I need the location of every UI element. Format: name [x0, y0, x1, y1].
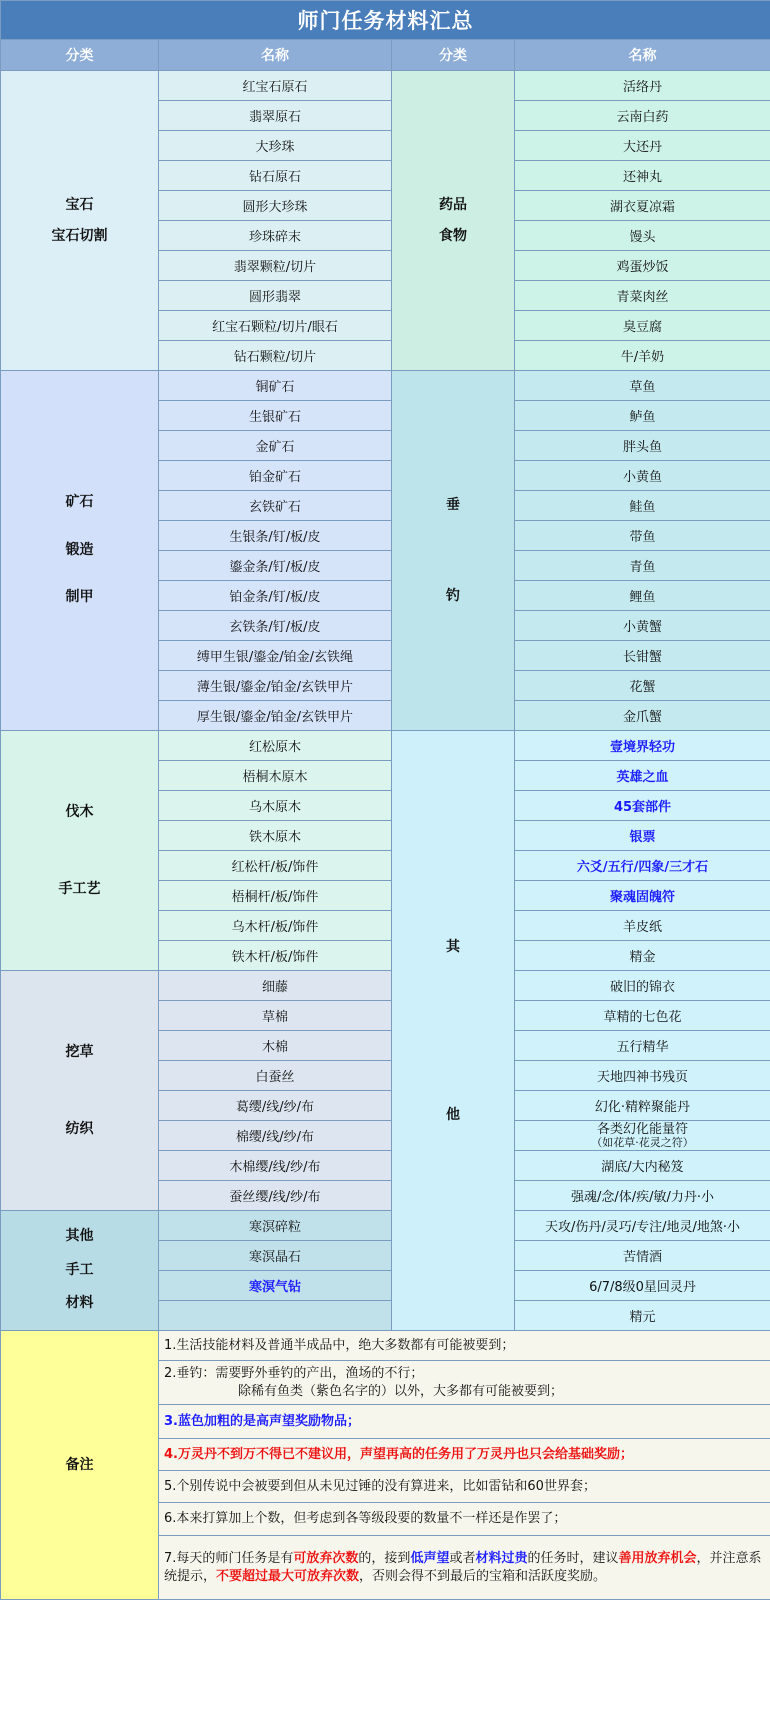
item-name: 聚魂固魄符	[515, 881, 770, 911]
item-name: 钻石原石	[159, 161, 392, 191]
item-name: 草鱼	[515, 371, 770, 401]
item-name: 寒溟碎粒	[159, 1211, 392, 1241]
category-fishing	[392, 371, 515, 731]
category-other	[392, 731, 515, 1331]
item-name: 牛/羊奶	[515, 341, 770, 371]
note-fragment: ，并注意系统提示，	[164, 1551, 762, 1584]
note-text	[159, 1361, 770, 1405]
item-name: 玄铁矿石	[159, 491, 392, 521]
item-name: 大还丹	[515, 131, 770, 161]
category-herb-label: 挖草	[65, 1043, 94, 1060]
item-name: 长钳蟹	[515, 641, 770, 671]
note-text	[159, 1405, 770, 1439]
category-gem-label: 宝石切割	[51, 227, 108, 244]
item-name: 馒头	[515, 221, 770, 251]
category-medicine-label: 药品	[439, 196, 467, 213]
note-fragment: 的，接到	[358, 1551, 411, 1567]
item-name: 花蟹	[515, 671, 770, 701]
category-gem	[1, 71, 159, 371]
item-name: 鲈鱼	[515, 401, 770, 431]
note-text	[159, 1536, 770, 1600]
item-name: 湖衣夏凉霜	[515, 191, 770, 221]
title-row	[1, 1, 770, 40]
item-name: 梧桐杆/板/饰件	[159, 881, 392, 911]
category-other-label: 他	[446, 1106, 460, 1123]
note-text	[159, 1331, 770, 1361]
item-name: 翡翠原石	[159, 101, 392, 131]
item-name: 蚕丝缨/线/纱/布	[159, 1181, 392, 1211]
category-wood-label: 手工艺	[58, 880, 101, 897]
note-fragment: 可放弃次数	[293, 1551, 359, 1567]
category-ore-label: 制甲	[65, 589, 94, 606]
category-ore-label: 矿石	[65, 494, 94, 511]
item-name: 鎏金条/钉/板/皮	[159, 551, 392, 581]
category-fishing-label: 垂	[446, 496, 460, 513]
item-name: 云南白药	[515, 101, 770, 131]
item-name: 珍珠碎末	[159, 221, 392, 251]
item-name: 苦情酒	[515, 1241, 770, 1271]
item-name: 葛缨/线/纱/布	[159, 1091, 392, 1121]
item-name: 寒溟晶石	[159, 1241, 392, 1271]
item-name: 羊皮纸	[515, 911, 770, 941]
category-misc-label: 材料	[65, 1295, 94, 1312]
note-fragment: 或者	[449, 1551, 476, 1567]
item-name: 草棉	[159, 1001, 392, 1031]
item-name: 圆形翡翠	[159, 281, 392, 311]
item-name: 五行精华	[515, 1031, 770, 1061]
note-fragment: 不要超过最大可放弃次数	[216, 1568, 360, 1584]
note-fragment: 2.垂钓：需要野外垂钓的产出，渔场的不行；	[164, 1366, 424, 1381]
item-name: 生银条/钉/板/皮	[159, 521, 392, 551]
item-name: 木棉	[159, 1031, 392, 1061]
category-misc	[1, 1211, 159, 1331]
category-medicine-label: 食物	[439, 227, 467, 244]
item-name: 厚生银/鎏金/铂金/玄铁甲片	[159, 701, 392, 731]
item-name: 红松原木	[159, 731, 392, 761]
category-gem-label: 宝石	[65, 196, 94, 213]
note-fragment: 材料过贵	[475, 1551, 528, 1567]
item-name: 精元	[515, 1301, 770, 1331]
item-name: 活络丹	[515, 71, 770, 101]
note-fragment: ，否则会得不到最后的宝箱和活跃度奖励。	[359, 1568, 607, 1584]
item-name: 6/7/8级0星回灵丹	[515, 1271, 770, 1301]
item-name: 英雄之血	[515, 761, 770, 791]
category-other-label: 其	[446, 938, 460, 955]
item-name: 破旧的锦衣	[515, 971, 770, 1001]
item-name: 钻石颗粒/切片	[159, 341, 392, 371]
item-name: 铜矿石	[159, 371, 392, 401]
note-fragment: 1.生活技能材料及普通半成品中，绝大多数都有可能被要到；	[164, 1337, 515, 1353]
item-name: 强魂/念/体/疾/敏/力丹·小	[515, 1181, 770, 1211]
item-name: 草精的七色花	[515, 1001, 770, 1031]
category-ore-label: 锻造	[65, 541, 94, 558]
notes-label: 备注	[1, 1331, 159, 1600]
note-fragment: 的任务时，建议	[527, 1551, 619, 1567]
item-name: 湖底/大内秘笈	[515, 1151, 770, 1181]
column-header: 分类	[1, 40, 159, 71]
note-fragment: 除稀有鱼类（紫色名字的）以外，大多都有可能被要到；	[238, 1383, 564, 1399]
item-name: 小黄鱼	[515, 461, 770, 491]
item-name: 胖头鱼	[515, 431, 770, 461]
note-fragment: 5.个别传说中会被要到但从未见过锤的没有算进来，比如雷钻和60世界套；	[164, 1478, 596, 1494]
note-fragment: 4.万灵丹不到万不得已不建议用，声望再高的任务用了万灵丹也只会给基础奖励；	[164, 1446, 633, 1462]
note-fragment: 6.本来打算加上个数，但考虑到各等级段要的数量不一样还是作罢了；	[164, 1511, 567, 1527]
note-text	[159, 1471, 770, 1503]
category-wood-label: 伐木	[65, 803, 94, 820]
item-name: 圆形大珍珠	[159, 191, 392, 221]
item-name: 金爪蟹	[515, 701, 770, 731]
item-name: 铂金矿石	[159, 461, 392, 491]
item-name: 精金	[515, 941, 770, 971]
item-name: 金矿石	[159, 431, 392, 461]
item-name: 鲑鱼	[515, 491, 770, 521]
column-header: 分类	[392, 40, 515, 71]
table-row	[1, 731, 770, 761]
category-misc-label: 手工	[65, 1261, 94, 1278]
category-ore	[1, 371, 159, 731]
category-wood	[1, 731, 159, 971]
item-name: 棉缨/线/纱/布	[159, 1121, 392, 1151]
note-text	[159, 1503, 770, 1536]
item-name: 木棉缨/线/纱/布	[159, 1151, 392, 1181]
note-text	[159, 1439, 770, 1471]
column-header: 名称	[159, 40, 392, 71]
item-name: 幻化·精粹聚能丹	[515, 1091, 770, 1121]
item-name: 铁木杆/板/饰件	[159, 941, 392, 971]
table-row	[1, 971, 770, 1001]
item-name: 红宝石原石	[159, 71, 392, 101]
item-name: 缚甲生银/鎏金/铂金/玄铁绳	[159, 641, 392, 671]
item-name: 梧桐木原木	[159, 761, 392, 791]
item-name: 生银矿石	[159, 401, 392, 431]
item-name: 翡翠颗粒/切片	[159, 251, 392, 281]
item-name	[159, 1301, 392, 1331]
item-name-main: 各类幻化能量符	[596, 1121, 688, 1137]
item-name: 还神丸	[515, 161, 770, 191]
item-name: 青菜肉丝	[515, 281, 770, 311]
item-name: 鲤鱼	[515, 581, 770, 611]
item-name: 天攻/伤丹/灵巧/专注/地灵/地煞·小	[515, 1211, 770, 1241]
item-name: 银票	[515, 821, 770, 851]
item-name: 小黄蟹	[515, 611, 770, 641]
page-title: 师门任务材料汇总	[1, 1, 770, 40]
category-fishing-label: 钓	[446, 587, 460, 604]
item-name: 铂金条/钉/板/皮	[159, 581, 392, 611]
column-header: 名称	[515, 40, 770, 71]
header-row	[1, 40, 770, 71]
item-name: 薄生银/鎏金/铂金/玄铁甲片	[159, 671, 392, 701]
item-name: 细藤	[159, 971, 392, 1001]
item-name: 大珍珠	[159, 131, 392, 161]
category-medicine	[392, 71, 515, 371]
item-name	[515, 1121, 770, 1151]
item-name: 红宝石颗粒/切片/眼石	[159, 311, 392, 341]
item-name: 寒溟气钻	[159, 1271, 392, 1301]
note-fragment: 善用放弃机会	[618, 1551, 697, 1567]
item-name: 45套部件	[515, 791, 770, 821]
table-row	[1, 71, 770, 101]
category-misc-label: 其他	[65, 1228, 94, 1245]
item-name: 天地四神书残页	[515, 1061, 770, 1091]
item-name: 带鱼	[515, 521, 770, 551]
table-row	[1, 1211, 770, 1241]
item-name-sub: （如花草·花灵之符）	[591, 1135, 694, 1149]
note-fragment: 低声望	[410, 1551, 450, 1567]
item-name: 鸡蛋炒饭	[515, 251, 770, 281]
item-name: 壹境界轻功	[515, 731, 770, 761]
item-name: 六爻/五行/四象/三才石	[515, 851, 770, 881]
item-name: 乌木原木	[159, 791, 392, 821]
item-name: 铁木原木	[159, 821, 392, 851]
item-name: 乌木杆/板/饰件	[159, 911, 392, 941]
category-herb-label: 纺织	[65, 1120, 94, 1137]
item-name: 青鱼	[515, 551, 770, 581]
category-herb	[1, 971, 159, 1211]
item-name: 臭豆腐	[515, 311, 770, 341]
note-fragment: 3.蓝色加粗的是高声望奖励物品；	[164, 1413, 360, 1429]
item-name: 白蚕丝	[159, 1061, 392, 1091]
item-name: 玄铁条/钉/板/皮	[159, 611, 392, 641]
item-name: 红松杆/板/饰件	[159, 851, 392, 881]
note-fragment: 7.每天的师门任务是有	[164, 1551, 294, 1567]
note-row	[1, 1331, 770, 1361]
table-row	[1, 371, 770, 401]
